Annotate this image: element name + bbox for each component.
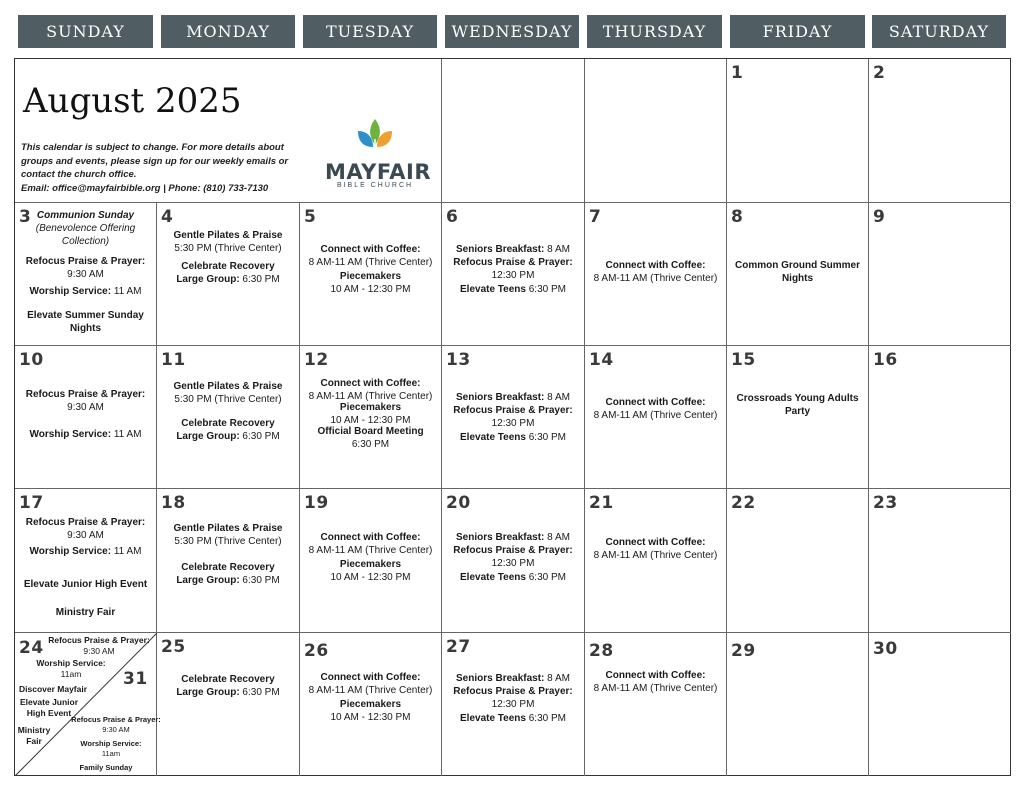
event-piecemakers: Piecemakers 10 AM - 12:30 PM bbox=[330, 699, 411, 723]
day-number: 1 bbox=[731, 63, 744, 83]
event-common-ground: Common Ground Summer Nights bbox=[734, 260, 860, 284]
event-coffee: Connect with Coffee: 8 AM-11 AM (Thrive Center) bbox=[308, 532, 433, 556]
header-thursday: THURSDAY bbox=[587, 15, 722, 48]
day-number: 5 bbox=[304, 207, 317, 227]
event-refocus-pm: Refocus Praise & Prayer: 12:30 PM bbox=[453, 405, 573, 429]
event-d31-refocus-time: 9:30 AM bbox=[102, 725, 130, 734]
day-number: 20 bbox=[446, 493, 471, 513]
day-number: 2 bbox=[873, 63, 886, 83]
logo-name: MAYFAIR bbox=[325, 160, 432, 184]
day-cell-15[interactable] bbox=[727, 346, 869, 489]
day-cell-14[interactable] bbox=[585, 346, 727, 489]
header-friday: FRIDAY bbox=[730, 15, 865, 48]
day-cell-10[interactable] bbox=[15, 346, 157, 489]
day-number: 10 bbox=[19, 350, 44, 370]
event-coffee: Connect with Coffee: 8 AM-11 AM (Thrive Center) bbox=[593, 260, 718, 284]
day-number-24: 24 bbox=[19, 638, 44, 658]
event-ministry-fair: Ministry Fair bbox=[55, 607, 116, 618]
event-elevate-summer: Elevate Summer Sunday Nights bbox=[27, 310, 144, 334]
event-pilates: Gentle Pilates & Praise 5:30 PM (Thrive Center) bbox=[173, 523, 283, 547]
event-recovery: Celebrate Recovery Large Group: 6:30 PM bbox=[176, 418, 280, 442]
day-number: 8 bbox=[731, 207, 744, 227]
contact-info[interactable]: Email: office@mayfairbible.org | Phone: (810) 733-7130 bbox=[21, 182, 269, 194]
day-cell-24-31[interactable] bbox=[15, 633, 161, 776]
event-refocus-pm: Refocus Praise & Prayer: 12:30 PM bbox=[453, 545, 573, 569]
event-d31-worship-time: 11am bbox=[101, 749, 121, 758]
day-cell-12[interactable] bbox=[300, 346, 442, 489]
day-cell-3[interactable] bbox=[15, 203, 157, 346]
event-d31-refocus: Refocus Praise & Prayer: bbox=[71, 715, 161, 724]
event-communion: Communion Sunday bbox=[36, 210, 135, 221]
day-cell-19[interactable] bbox=[300, 489, 442, 633]
event-recovery: Celebrate Recovery Large Group: 6:30 PM bbox=[176, 562, 280, 586]
event-worship: Worship Service: 11 AM bbox=[29, 429, 142, 440]
event-coffee: Connect with Coffee: 8 AM-11 AM (Thrive Center) bbox=[308, 672, 433, 696]
event-d24-refocus-time: 9:30 AM bbox=[83, 646, 115, 656]
day-number: 17 bbox=[19, 493, 44, 513]
day-cell-20[interactable] bbox=[442, 489, 585, 633]
day-number: 29 bbox=[731, 641, 756, 661]
event-piecemakers: Piecemakers 10 AM - 12:30 PM bbox=[330, 402, 411, 426]
day-cell-8[interactable] bbox=[727, 203, 869, 346]
day-number: 21 bbox=[589, 493, 614, 513]
event-coffee: Connect with Coffee: 8 AM-11 AM (Thrive Center) bbox=[308, 244, 433, 268]
event-piecemakers: Piecemakers 10 AM - 12:30 PM bbox=[330, 559, 411, 583]
event-elevate-jh: Elevate Junior High Event bbox=[19, 697, 79, 718]
event-teens: Elevate Teens 6:30 PM bbox=[460, 572, 566, 583]
church-logo bbox=[325, 117, 432, 189]
day-cell-21[interactable] bbox=[585, 489, 727, 633]
day-number: 7 bbox=[589, 207, 602, 227]
day-cell-7[interactable] bbox=[585, 203, 727, 346]
day-cell-9[interactable] bbox=[869, 203, 1011, 346]
day-number: 26 bbox=[304, 641, 329, 661]
day-cell-empty bbox=[585, 59, 727, 203]
calendar-grid bbox=[14, 58, 1011, 776]
day-cell-30[interactable] bbox=[869, 633, 1011, 776]
day-cell-25[interactable] bbox=[157, 633, 300, 776]
day-cell-17[interactable] bbox=[15, 489, 157, 633]
day-number: 11 bbox=[161, 350, 186, 370]
event-piecemakers: Piecemakers 10 AM - 12:30 PM bbox=[330, 271, 411, 295]
day-cell-18[interactable] bbox=[157, 489, 300, 633]
event-teens: Elevate Teens 6:30 PM bbox=[460, 713, 566, 724]
day-number: 9 bbox=[873, 207, 886, 227]
day-number: 15 bbox=[731, 350, 756, 370]
day-number: 16 bbox=[873, 350, 898, 370]
note-text: This calendar is subject to change. For more details about groups and events, please sign up for our weekly emails or contact the church office. bbox=[21, 142, 289, 180]
day-cell-16[interactable] bbox=[869, 346, 1011, 489]
day-number: 27 bbox=[446, 637, 471, 657]
event-refocus-pm: Refocus Praise & Prayer: 12:30 PM bbox=[453, 686, 573, 710]
logo-subtitle: BIBLE CHURCH bbox=[336, 182, 414, 189]
header-tuesday: TUESDAY bbox=[303, 15, 437, 48]
event-recovery: Celebrate Recovery Large Group: 6:30 PM bbox=[176, 674, 280, 698]
day-cell-13[interactable] bbox=[442, 346, 585, 489]
day-cell-empty bbox=[442, 59, 585, 203]
event-discover: Discover Mayfair bbox=[19, 684, 88, 694]
event-refocus: Refocus Praise & Prayer: 9:30 AM bbox=[25, 256, 146, 280]
day-number: 25 bbox=[161, 637, 186, 657]
day-number: 18 bbox=[161, 493, 186, 513]
header-monday: MONDAY bbox=[161, 15, 295, 48]
event-d24-worship-time: 11am bbox=[60, 669, 82, 679]
day-number: 13 bbox=[446, 350, 471, 370]
header-wednesday: WEDNESDAY bbox=[445, 15, 579, 48]
day-number: 3 bbox=[19, 207, 32, 227]
event-d24-refocus: Refocus Praise & Prayer: bbox=[48, 635, 150, 645]
event-coffee: Connect with Coffee: 8 AM-11 AM (Thrive Center) bbox=[593, 670, 718, 694]
event-ministry: Ministry Fair bbox=[17, 725, 51, 746]
event-seniors: Seniors Breakfast: 8 AM bbox=[456, 244, 570, 255]
event-family-sunday: Family Sunday bbox=[79, 763, 133, 772]
day-cell-2[interactable] bbox=[869, 59, 1011, 203]
event-board-meeting: Official Board Meeting 6:30 PM bbox=[317, 426, 424, 450]
event-recovery: Celebrate Recovery Large Group: 6:30 PM bbox=[176, 261, 280, 285]
event-worship: Worship Service: 11 AM bbox=[29, 546, 142, 557]
day-number: 12 bbox=[304, 350, 329, 370]
event-crossroads: Crossroads Young Adults Party bbox=[736, 393, 859, 417]
event-refocus: Refocus Praise & Prayer: 9:30 AM bbox=[25, 517, 146, 541]
flame-logo-icon bbox=[350, 117, 400, 155]
day-number: 22 bbox=[731, 493, 756, 513]
page-title: August 2025 bbox=[23, 81, 242, 121]
event-seniors: Seniors Breakfast: 8 AM bbox=[456, 392, 570, 403]
event-coffee: Connect with Coffee: 8 AM-11 AM (Thrive Center) bbox=[593, 397, 718, 421]
event-pilates: Gentle Pilates & Praise 5:30 PM (Thrive Center) bbox=[173, 381, 283, 405]
day-number: 23 bbox=[873, 493, 898, 513]
event-worship: Worship Service: 11 AM bbox=[29, 286, 142, 297]
day-cell-27[interactable] bbox=[442, 633, 585, 776]
day-cell-23[interactable] bbox=[869, 489, 1011, 633]
event-teens: Elevate Teens 6:30 PM bbox=[460, 432, 566, 443]
event-refocus: Refocus Praise & Prayer: 9:30 AM bbox=[25, 389, 146, 413]
event-benevolence: (Benevolence Offering Collection) bbox=[35, 223, 136, 247]
day-cell-22[interactable] bbox=[727, 489, 869, 633]
day-cell-1[interactable] bbox=[727, 59, 869, 203]
event-teens: Elevate Teens 6:30 PM bbox=[460, 284, 566, 295]
day-number: 14 bbox=[589, 350, 614, 370]
day-cell-4[interactable] bbox=[157, 203, 300, 346]
title-cell bbox=[15, 59, 442, 203]
event-seniors: Seniors Breakfast: 8 AM bbox=[456, 673, 570, 684]
day-number: 4 bbox=[161, 207, 174, 227]
event-seniors: Seniors Breakfast: 8 AM bbox=[456, 532, 570, 543]
day-cell-5[interactable] bbox=[300, 203, 442, 346]
header-sunday: SUNDAY bbox=[18, 15, 153, 48]
event-d31-worship: Worship Service: bbox=[80, 739, 142, 748]
day-cell-29[interactable] bbox=[727, 633, 869, 776]
day-number: 19 bbox=[304, 493, 329, 513]
day-cell-11[interactable] bbox=[157, 346, 300, 489]
event-pilates: Gentle Pilates & Praise 5:30 PM (Thrive Center) bbox=[173, 230, 283, 254]
day-number: 28 bbox=[589, 641, 614, 661]
day-number: 6 bbox=[446, 207, 459, 227]
event-coffee: Connect with Coffee: 8 AM-11 AM (Thrive Center) bbox=[593, 537, 718, 561]
event-refocus-pm: Refocus Praise & Prayer: 12:30 PM bbox=[453, 257, 573, 281]
event-d24-worship: Worship Service: bbox=[36, 658, 106, 668]
event-coffee: Connect with Coffee: 8 AM-11 AM (Thrive Center) bbox=[308, 378, 433, 402]
day-number: 30 bbox=[873, 639, 898, 659]
day-cell-26[interactable] bbox=[300, 633, 442, 776]
header-saturday: SATURDAY bbox=[872, 15, 1006, 48]
day-number-31: 31 bbox=[123, 669, 148, 689]
event-junior-high: Elevate Junior High Event bbox=[23, 579, 148, 590]
day-cell-28[interactable] bbox=[585, 633, 727, 776]
day-cell-6[interactable] bbox=[442, 203, 585, 346]
calendar-note bbox=[21, 141, 301, 195]
